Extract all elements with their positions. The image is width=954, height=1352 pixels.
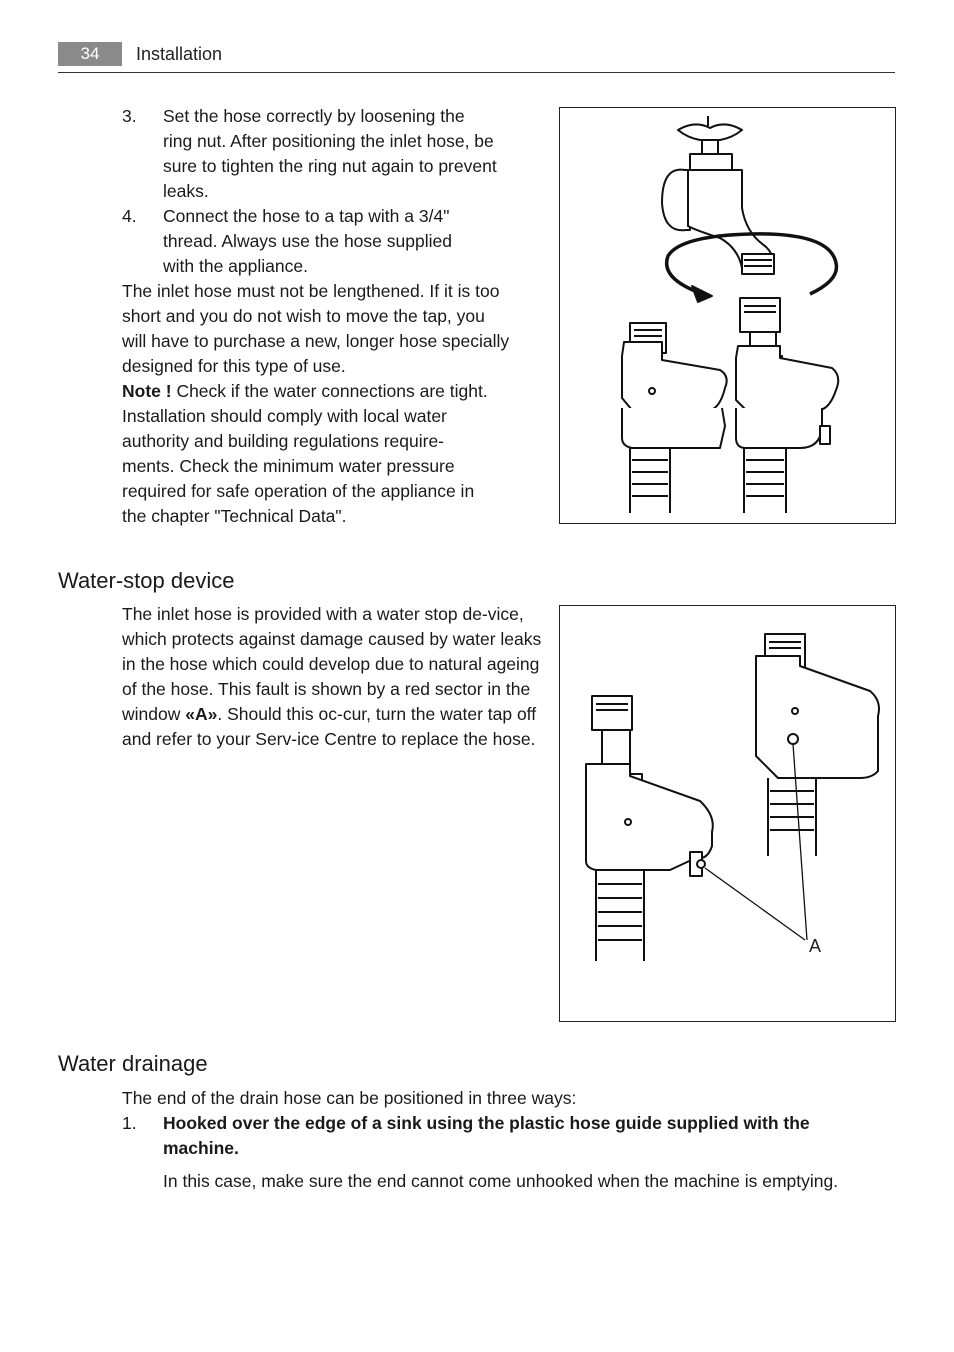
step-number: 3. [122, 106, 137, 126]
water-stop-illustration [560, 606, 895, 1021]
drainage-section [122, 1086, 912, 1194]
section-title: Installation [136, 44, 223, 64]
step-number: 4. [122, 206, 137, 226]
drainage-step [122, 1111, 912, 1194]
step-number: 1. [122, 1113, 137, 1133]
water-stop-description [122, 602, 542, 752]
note-text: Check if the water connections are tight. [171, 381, 488, 401]
heading-water-stop: Water-stop device [58, 568, 235, 593]
inlet-instructions [122, 104, 512, 529]
water-stop-paragraph [122, 602, 542, 752]
page-header [58, 42, 895, 73]
figure-tap-connection [559, 107, 896, 524]
water-stop-text-continued: . Should this oc-cur, turn the water tap off and refer to your Serv-ice Centre to replace the hose. [122, 704, 537, 749]
tap-connection-illustration [560, 108, 895, 523]
step-text: Set the hose correctly by loosening the ring nut. After positioning the inlet hose, be sure to tighten the ring nut again to prevent leaks. [163, 106, 497, 201]
step-text: Connect the hose to a tap with a 3/4" thread. Always use the hose supplied with the appliance. [163, 206, 452, 276]
drainage-intro: The end of the drain hose can be positioned in three ways: [122, 1088, 577, 1108]
paragraph-regulations: Installation should comply with local water authority and building regulations require-ments. Check the minimum water pressure required for safe operation of the appliance in the chapter "Technical Data". [122, 406, 475, 526]
figure-label-a: A [809, 936, 822, 956]
window-label: «A» [185, 704, 218, 724]
water-stop-text: The inlet hose is provided with a water stop de-vice, which protects against damage caused by water leaks in the hose which could develop due to natural ageing of the hose. This fault is shown by a red sector in the window [122, 604, 542, 724]
note-paragraph [122, 379, 512, 404]
drainage-step-title: Hooked over the edge of a sink using the plastic hose guide supplied with the machine. [163, 1113, 810, 1158]
note-label: Note ! [122, 381, 172, 401]
step-item [122, 204, 512, 279]
paragraph-hose-length: The inlet hose must not be lengthened. If it is too short and you do not wish to move the tap, you will have to purchase a new, longer hose specially designed for this type of use. [122, 281, 510, 376]
step-item [122, 104, 512, 204]
figure-water-stop [559, 605, 896, 1022]
heading-water-drainage: Water drainage [58, 1051, 208, 1076]
drainage-step-text: In this case, make sure the end cannot come unhooked when the machine is emptying. [163, 1171, 839, 1191]
page-number: 34 [58, 42, 122, 66]
